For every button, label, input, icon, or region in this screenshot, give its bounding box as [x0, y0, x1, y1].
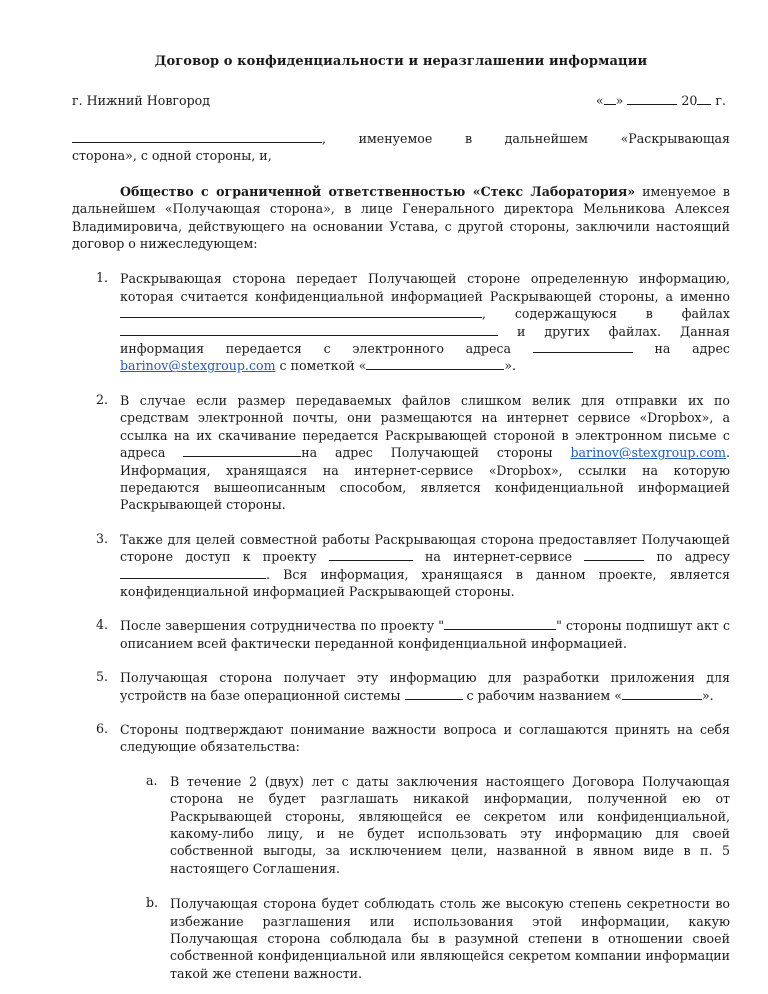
- service-blank: [584, 549, 644, 561]
- clause-number: 2.: [96, 391, 109, 407]
- project-blank: [329, 549, 413, 561]
- obligation-text: В течение 2 (двух) лет с даты заключения настоящего Договора Получающая сторона не будет разглашать никакой информации, полученной ею от Раскрывающей стороны, являющейся ее секретом или конфиденциальной, какому-либо лицу, и не будет использовать эту информацию для своей собственной выгоды, за исключением цели, названной в явном виде в п. 5 настоящего Соглашения.: [170, 773, 730, 876]
- year-suffix: г.: [715, 93, 726, 108]
- clause-number: 1.: [96, 270, 109, 286]
- city: г. Нижний Новгород: [72, 93, 210, 108]
- clause-2: [72, 392, 730, 514]
- clause-1-part-a: Раскрывающая сторона передает Получающей стороне определенную информацию, которая считается конфиденциальной информацией Раскрывающей стороны, а именно: [120, 271, 730, 304]
- clause-3-part-d: . Вся информация, хранящаяся в данном проекте, является конфиденциальной информацией Раскрывающей стороны.: [120, 566, 730, 599]
- party2-paragraph: [72, 183, 730, 253]
- files-blank: [120, 324, 498, 336]
- clauses-list: [72, 270, 730, 755]
- clause-number: 4.: [96, 617, 109, 633]
- clause-2-part-b: на адрес Получающей стороны: [301, 445, 553, 461]
- city-date-row: [72, 93, 730, 108]
- clause-4-part-b: " стороны подпишут акт с описанием всей фактически переданной конфиденциальной информацией.: [120, 618, 730, 651]
- clause-text: [120, 617, 730, 652]
- os-blank: [405, 688, 463, 700]
- clause-1-part-c: и других файлах. Данная информация передается с электронного адреса: [120, 323, 730, 357]
- clause-5-part-b: с рабочим названием «: [466, 687, 622, 703]
- clause-text: [120, 392, 730, 514]
- obligation-a: [72, 773, 730, 877]
- clause-4-part-a: После завершения сотрудничества по проекту ": [120, 618, 445, 634]
- clause-number: 3.: [96, 530, 109, 546]
- obligation-letter: b.: [146, 895, 159, 911]
- clause-5: [72, 669, 730, 704]
- clause-number: 6.: [96, 720, 109, 736]
- year-blank: [697, 93, 711, 105]
- clause-1-part-b: , содержащуюся в файлах: [482, 306, 730, 322]
- clause-5-part-c: ».: [701, 687, 714, 703]
- year-prefix: 20: [681, 93, 698, 108]
- document-title: Договор о конфиденциальности и неразглашении информации: [154, 54, 648, 69]
- clause-1-part-d: на адрес: [654, 341, 730, 357]
- clause-1-part-e: с пометкой «: [275, 358, 367, 374]
- clause-1: [72, 270, 730, 374]
- clause-2-part-c: . Информация, хранящаяся на интернет-сервисе «Dropbox», ссылки на которую передаются вышеописанным способом, является конфиденциальной информацией Раскрывающей стороны.: [120, 445, 731, 513]
- email-link[interactable]: barinov@stexgroup.com: [570, 445, 726, 461]
- mark-blank: [366, 358, 504, 370]
- party1-block: [72, 130, 730, 165]
- clause-2-part-a: В случае если размер передаваемых файлов слишком велик для отправки их по средствам электронной почты, они размещаются на интернет сервисе «Dropbox», а ссылка на их скачивание передается Раскрывающей стороной в электронном письме с адреса: [120, 392, 730, 461]
- clause-number: 5.: [96, 669, 109, 685]
- clause-1-part-f: ».: [504, 358, 517, 374]
- obligation-text: Получающая сторона будет соблюдать столь же высокую степень секретности во избежание разглашения или использования этой информации, какую Получающая сторона соблюдала бы в разумной степени в отношении своей собственной конфиденциальной или являющейся секретом компании информации такой же степени важности.: [170, 896, 730, 981]
- company-name: Общество с ограниченной ответственностью «Стекс Лаборатория»: [120, 183, 636, 199]
- clause-3: [72, 531, 730, 601]
- clause-6: [72, 721, 730, 756]
- clause-4: [72, 617, 730, 652]
- clause-text: [120, 270, 730, 374]
- clause-text: [120, 669, 730, 704]
- sender-address-blank: [183, 445, 301, 457]
- clause-text: Стороны подтверждают понимание важности вопроса и соглашаются принять на себя следующие обязательства:: [120, 721, 730, 755]
- info-blank: [120, 306, 482, 318]
- day-blank: [604, 93, 616, 105]
- date-quote-open: «: [595, 93, 604, 108]
- obligation-letter: a.: [146, 772, 158, 788]
- email-link[interactable]: barinov@stexgroup.com: [120, 358, 276, 374]
- clause-3-part-a: Также для целей совместной работы Раскрывающая сторона предоставляет Получающей стороне доступ к проекту: [120, 531, 730, 565]
- obligation-b: [72, 895, 730, 982]
- clause-3-part-b: на интернет-сервисе: [425, 549, 573, 565]
- clause-5-part-a: Получающая сторона получает эту информацию для разработки приложения для устройств на базе операционной системы: [120, 670, 730, 703]
- party1-line1-text: , именуемое в дальнейшем «Раскрывающая: [322, 131, 730, 146]
- party1-name-blank: [72, 131, 322, 143]
- clause-text: [120, 531, 730, 601]
- app-name-blank: [622, 688, 702, 700]
- party1-line1: [72, 130, 730, 147]
- sender-email-blank: [533, 341, 633, 353]
- date-quote-close: »: [615, 93, 624, 108]
- clause-3-part-c: по адресу: [656, 549, 730, 565]
- project-address-blank: [120, 567, 266, 579]
- project-name-blank: [444, 618, 556, 630]
- party1-line2: сторона», с одной стороны, и,: [72, 148, 272, 164]
- month-blank: [627, 93, 677, 105]
- date-line: [596, 93, 730, 108]
- obligations-list: [72, 773, 730, 982]
- party2-text: именуемое в дальнейшем «Получающая сторона», в лице Генерального директора Мельникова Алексея Владимировича, действующего на основании Устава, с другой стороны, заключили настоящий договор о нижеследующем:: [72, 183, 731, 252]
